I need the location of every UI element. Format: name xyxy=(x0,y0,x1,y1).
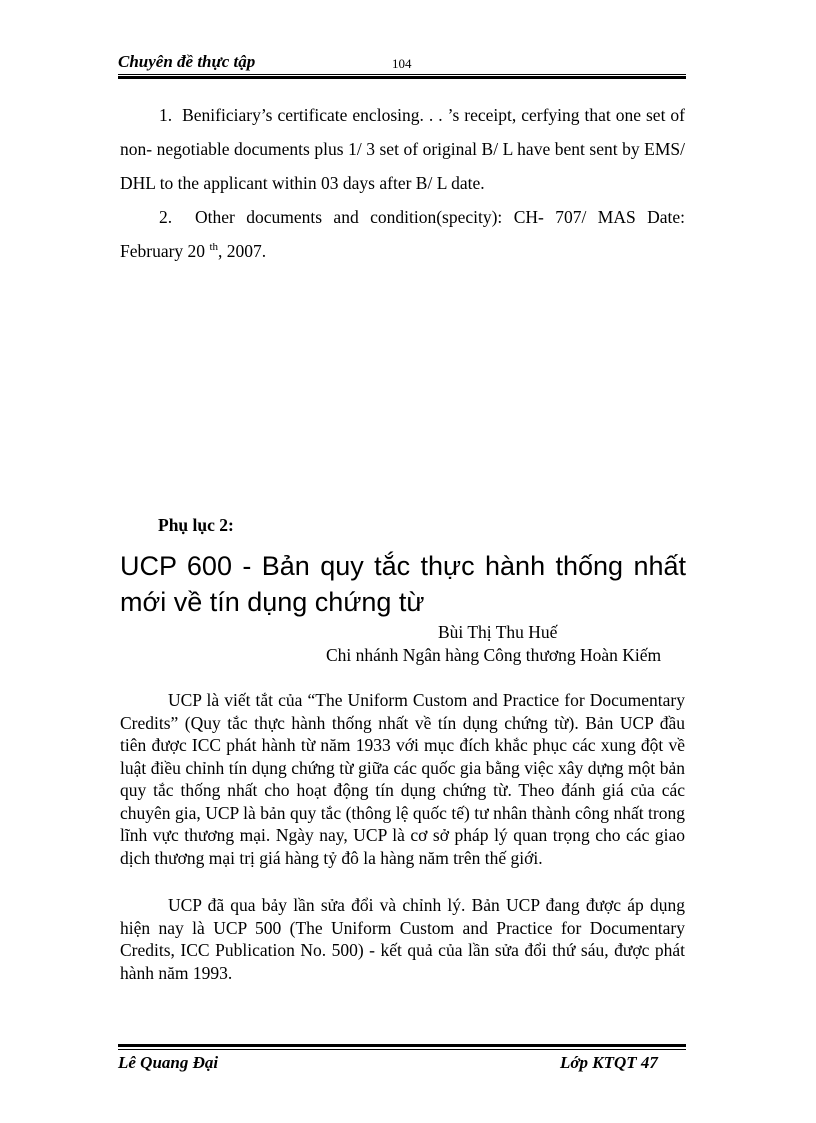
list-item-marker: 1. xyxy=(159,105,173,125)
footer-author: Lê Quang Đại xyxy=(118,1053,219,1072)
paragraph-text: UCP là viết tắt của “The Uniform Custom and Practice for Documentary Credits” (Quy tắc thực hành thống nhất về tín dụng chứng từ). Bản UCP đầu tiên được ICC phát hành từ năm 1933 với mục đích khắc phục các xung đột về luật điều chỉnh tín dụng chứng từ giữa các quốc gia bằng việc xây dựng một bản quy tắc thống nhất cho hoạt động tín dụng chứng từ. Theo đánh giá của các chuyên gia, UCP là bản quy tắc (thông lệ quốc tế) tư nhân thành công nhất trong lĩnh vực thương mại. Ngày nay, UCP là cơ sở pháp lý quan trọng cho các giao dịch thương mại trị giá hàng tỷ đô la hàng năm trên thế giới. xyxy=(120,690,685,868)
list-item-marker: 2. xyxy=(159,207,173,227)
article-author: Bùi Thị Thu Huế xyxy=(438,622,558,642)
footer-class: Lớp KTQT 47 xyxy=(560,1053,658,1072)
article-affiliation: Chi nhánh Ngân hàng Công thương Hoàn Kiếm xyxy=(326,645,662,665)
list-item-text-end: , 2007. xyxy=(218,241,267,261)
body-paragraph-2 xyxy=(120,894,685,984)
appendix-label: Phụ lục 2: xyxy=(158,515,234,535)
page-number: 104 xyxy=(392,56,412,71)
ordinal-suffix: th xyxy=(209,241,218,254)
document-title: Chuyên đề thực tập xyxy=(118,52,256,71)
footer-rule-thin xyxy=(118,1049,686,1050)
paragraph-text: UCP đã qua bảy lần sửa đổi và chỉnh lý. Bản UCP đang được áp dụng hiện nay là UCP 500 (The Uniform Custom and Practice for Documentary Credits, ICC Publication No. 500) - kết quả của lần sửa đổi thứ sáu, được phát hành năm 1993. xyxy=(120,895,685,983)
page-footer xyxy=(118,1053,686,1075)
list-item-text: Other documents and condition(specity): CH- 707/ MAS Date: February 20 xyxy=(120,207,686,261)
list-item-text: Benificiary’s certificate enclosing. . . ’s receipt, cerfying that one set of non- negotiable documents plus 1/ 3 set of original B/ L have bent sent by EMS/ DHL to the applicant within 03 days after B/ L date. xyxy=(120,105,685,193)
list-item-2 xyxy=(120,200,685,268)
page-header xyxy=(118,50,686,74)
header-rule-thin xyxy=(118,74,686,75)
body-paragraph-1 xyxy=(120,689,685,869)
list-item-1 xyxy=(120,98,685,200)
footer-rule-thick xyxy=(118,1044,686,1047)
header-rule-thick xyxy=(118,76,686,79)
article-title: UCP 600 - Bản quy tắc thực hành thống nhất mới về tín dụng chứng từ xyxy=(120,551,686,617)
